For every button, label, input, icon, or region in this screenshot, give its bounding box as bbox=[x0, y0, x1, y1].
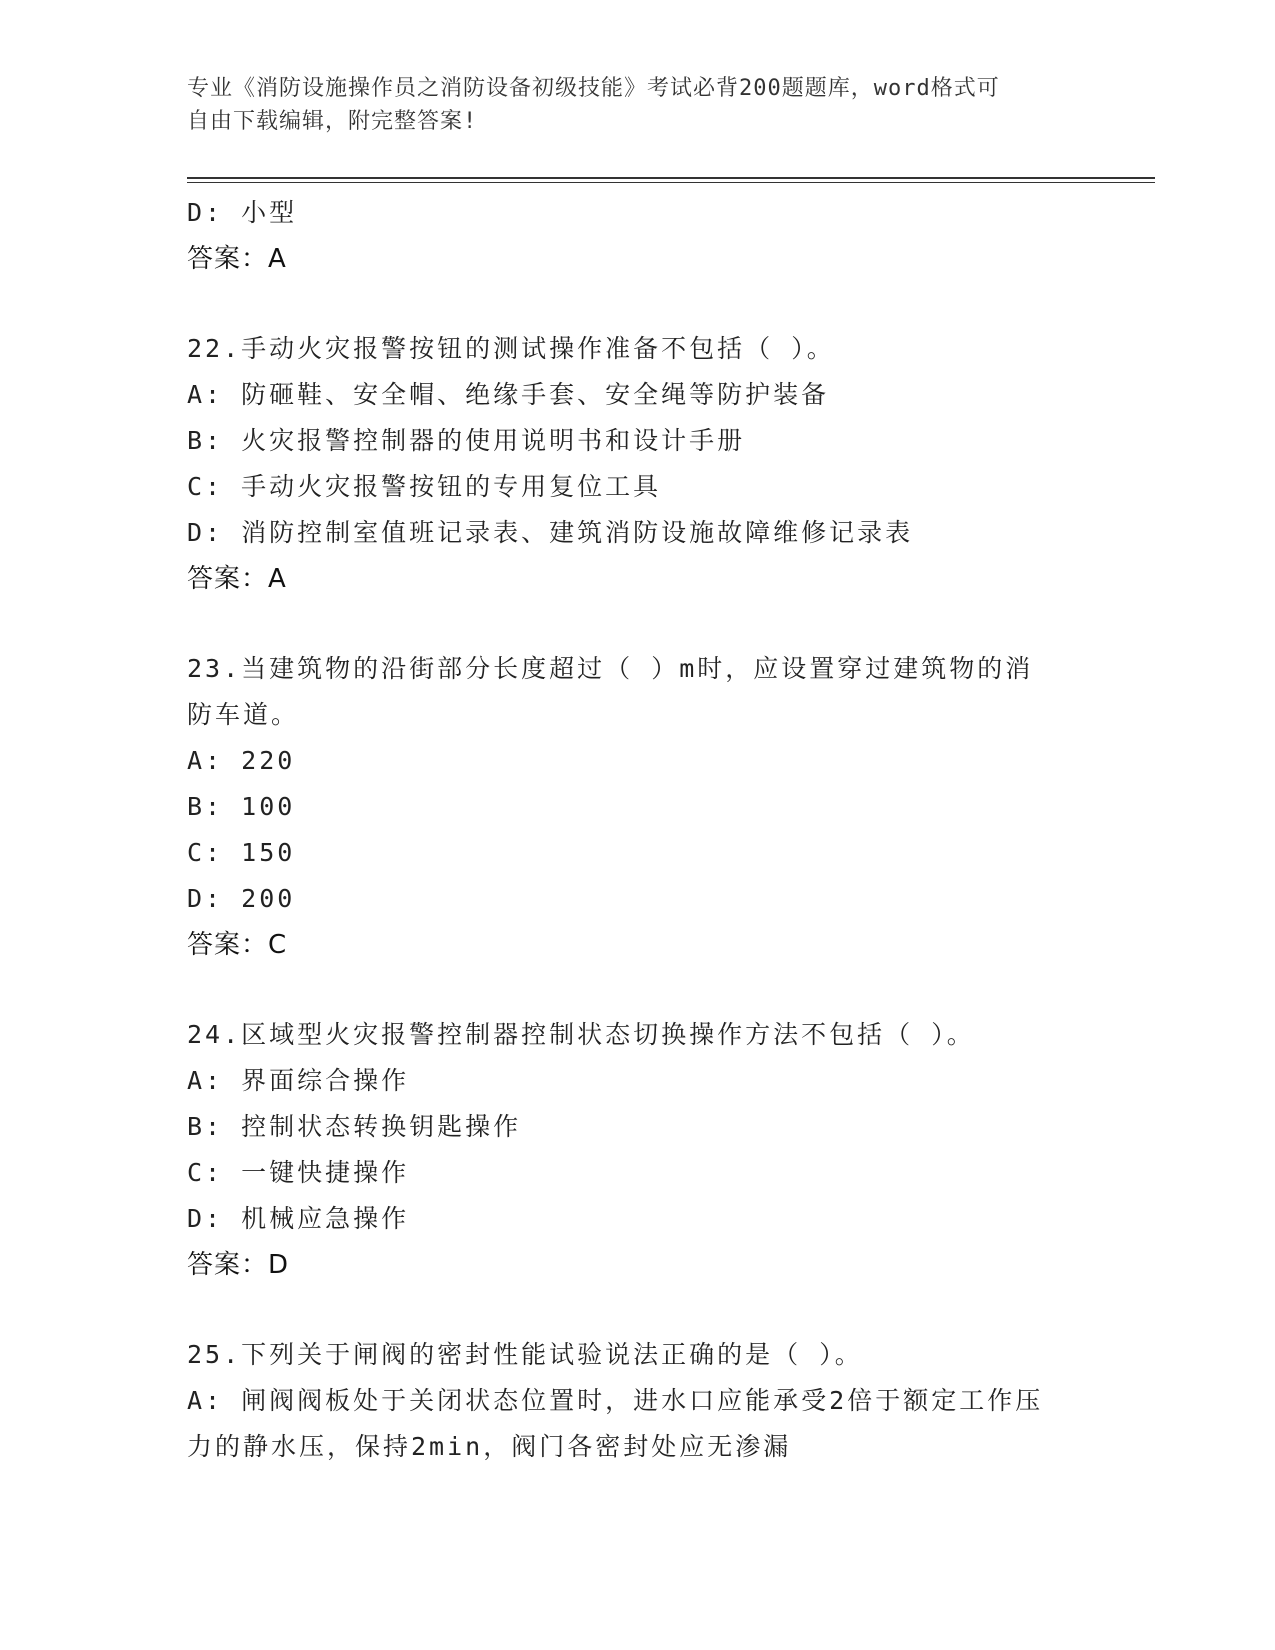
option-a: A: 220 bbox=[187, 746, 296, 775]
option-a: A: 防砸鞋、安全帽、绝缘手套、安全绳等防护装备 bbox=[187, 380, 830, 409]
question-24 bbox=[187, 1012, 1087, 1288]
option-a-continued: 力的静水压，保持2min，阀门各密封处应无渗漏 bbox=[187, 1432, 792, 1461]
option-c: C: 手动火灾报警按钮的专用复位工具 bbox=[187, 472, 662, 501]
header-divider-thick bbox=[187, 177, 1155, 179]
header-divider-thin bbox=[187, 182, 1155, 183]
question-stem: 23.当建筑物的沿街部分长度超过（ ）m时，应设置穿过建筑物的消 bbox=[187, 654, 1034, 683]
option-d: D: 机械应急操作 bbox=[187, 1204, 410, 1233]
spacer bbox=[187, 602, 1087, 646]
option-d: D: 200 bbox=[187, 884, 296, 913]
option-b: B: 火灾报警控制器的使用说明书和设计手册 bbox=[187, 426, 746, 455]
answer-line: 答案：C bbox=[187, 930, 288, 960]
spacer bbox=[187, 1288, 1087, 1332]
option-c: C: 一键快捷操作 bbox=[187, 1158, 410, 1187]
question-stem: 22.手动火灾报警按钮的测试操作准备不包括（ ）。 bbox=[187, 334, 835, 363]
option-a: A: 界面综合操作 bbox=[187, 1066, 410, 1095]
question-23 bbox=[187, 646, 1087, 968]
document-header bbox=[187, 72, 1087, 138]
option-a: A: 闸阀阀板处于关闭状态位置时，进水口应能承受2倍于额定工作压 bbox=[187, 1386, 1044, 1415]
question-content bbox=[187, 190, 1087, 1470]
question-stem-continued: 防车道。 bbox=[187, 700, 300, 729]
option-b: B: 控制状态转换钥匙操作 bbox=[187, 1112, 522, 1141]
option-d: D: 小型 bbox=[187, 198, 298, 227]
option-c: C: 150 bbox=[187, 838, 296, 867]
previous-question-tail bbox=[187, 190, 1087, 282]
option-d: D: 消防控制室值班记录表、建筑消防设施故障维修记录表 bbox=[187, 518, 914, 547]
option-b: B: 100 bbox=[187, 792, 296, 821]
question-stem: 25.下列关于闸阀的密封性能试验说法正确的是（ ）。 bbox=[187, 1340, 863, 1369]
header-title-line-2: 自由下载编辑，附完整答案! bbox=[187, 109, 478, 134]
question-25 bbox=[187, 1332, 1087, 1470]
question-22 bbox=[187, 326, 1087, 602]
answer-line: 答案：A bbox=[187, 244, 287, 274]
answer-line: 答案：A bbox=[187, 564, 287, 594]
question-stem: 24.区域型火灾报警控制器控制状态切换操作方法不包括（ ）。 bbox=[187, 1020, 975, 1049]
spacer bbox=[187, 968, 1087, 1012]
header-title-line-1: 专业《消防设施操作员之消防设备初级技能》考试必背200题题库，word格式可 bbox=[187, 76, 1000, 101]
spacer bbox=[187, 282, 1087, 326]
answer-line: 答案：D bbox=[187, 1250, 290, 1280]
